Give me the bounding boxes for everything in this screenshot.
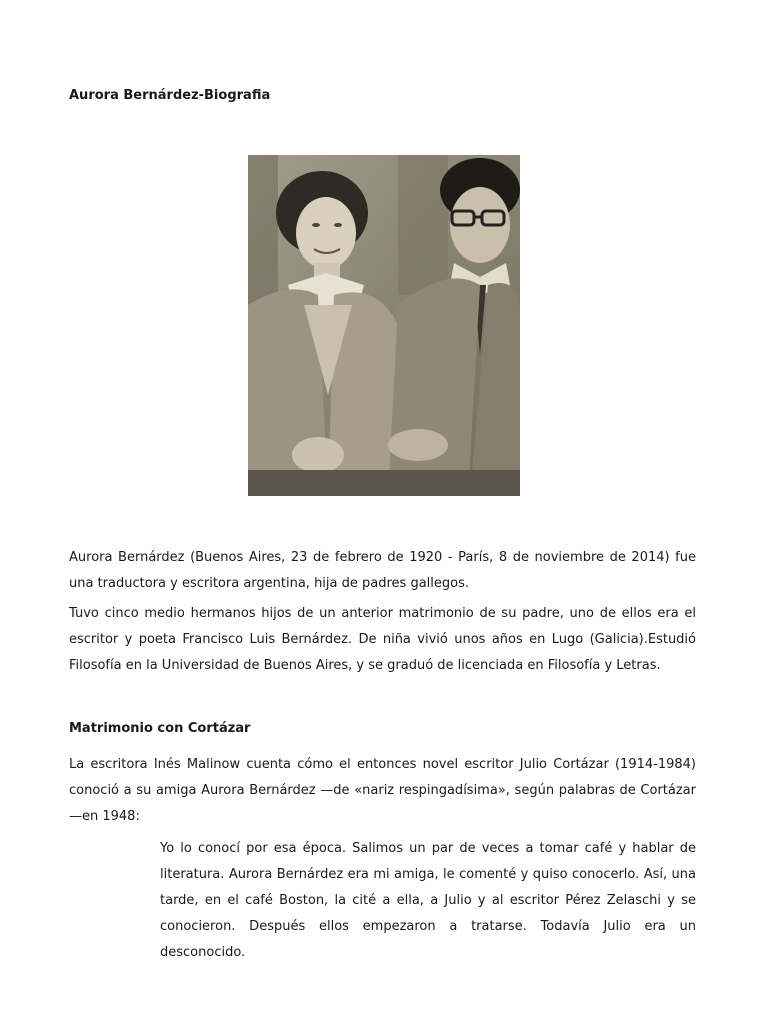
section-heading: Matrimonio con Cortázar xyxy=(69,721,251,736)
intro-paragraph: Aurora Bernárdez (Buenos Aires, 23 de febrero de 1920 - París, 8 de noviembre de 2014) fue una traductora y escritora argentina, hija de padres gallegos. xyxy=(69,550,696,591)
portrait-photo-image xyxy=(248,155,520,496)
page-title: Aurora Bernárdez-Biografia xyxy=(69,88,271,103)
section-paragraph: La escritora Inés Malinow cuenta cómo el entonces novel escritor Julio Cortázar (1914-1984) conoció a su amiga Aurora Bernárdez —de «nariz respingadísima», según palabras de Cortázar—en 1948: xyxy=(69,757,696,824)
family-paragraph: Tuvo cinco medio hermanos hijos de un anterior matrimonio de su padre, uno de ellos era el escritor y poeta Francisco Luis Bernárdez. De niña vivió unos años en Lugo (Galicia).Estudió Filosofía en la Universidad de Buenos Aires, y se graduó de licenciada en Filosofía y Letras. xyxy=(69,606,696,673)
portrait-photo xyxy=(248,155,520,496)
block-quote: Yo lo conocí por esa época. Salimos un par de veces a tomar café y hablar de literatura. Aurora Bernárdez era mi amiga, le comenté y quiso conocerlo. Así, una tarde, en el café Boston, la cité a ella, a Julio y al escritor Pérez Zelaschi y se conocieron. Después ellos empezaron a tratarse. Todavía Julio era un desconocido. xyxy=(160,841,696,960)
